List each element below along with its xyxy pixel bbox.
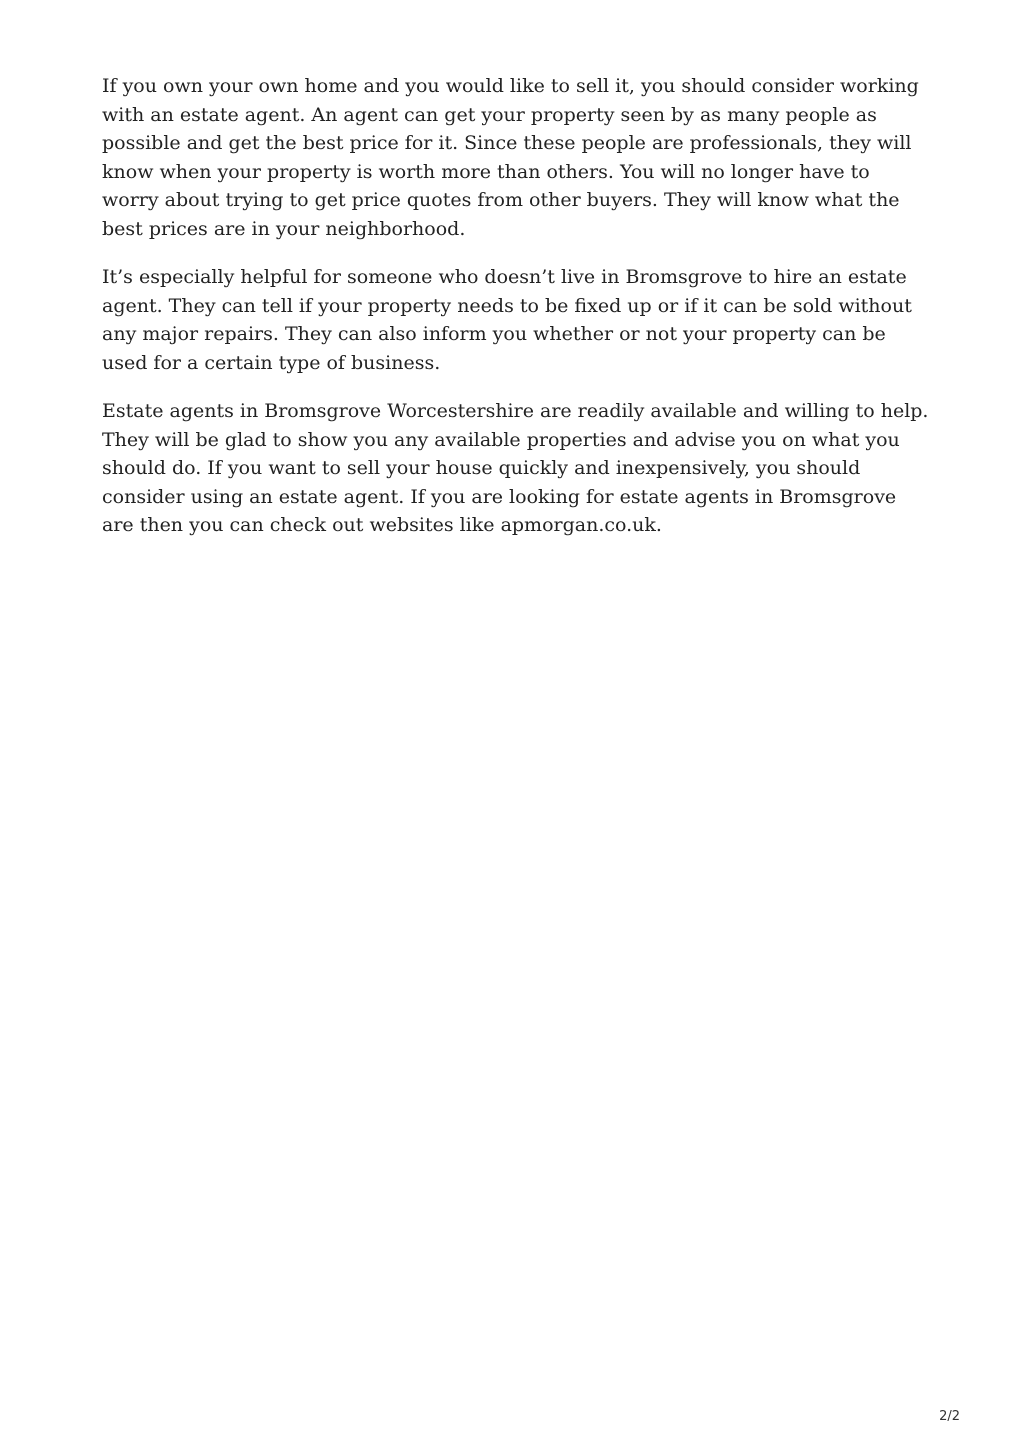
document-body: [102, 72, 932, 560]
paragraph-selling-with-agent: If you own your own home and you would like to sell it, you should consider working with an estate agent. An agent can get your property seen by as many people as possible and get the best price for it. Since these people are professionals, they will know when your property is worth more than others. You will no longer have to worry about trying to get price quotes from other buyers. They will know what the best prices are in your neighborhood.: [102, 75, 919, 240]
paragraph-bromsgrove-help: It’s especially helpful for someone who doesn’t live in Bromsgrove to hire an estate agent. They can tell if your property needs to be fixed up or if it can be sold without any major repairs. They can also inform you whether or not your property can be used for a certain type of business.: [102, 266, 912, 374]
paragraph-estate-agents-worcestershire: Estate agents in Bromsgrove Worcestershire are readily available and willing to help. They will be glad to show you any available properties and advise you on what you should do. If you want to sell your house quickly and inexpensively, you should consider using an estate agent. If you are looking for estate agents in Bromsgrove are then you can check out websites like apmorgan.co.uk.: [102, 400, 929, 536]
page-number: 2/2: [939, 1409, 960, 1424]
